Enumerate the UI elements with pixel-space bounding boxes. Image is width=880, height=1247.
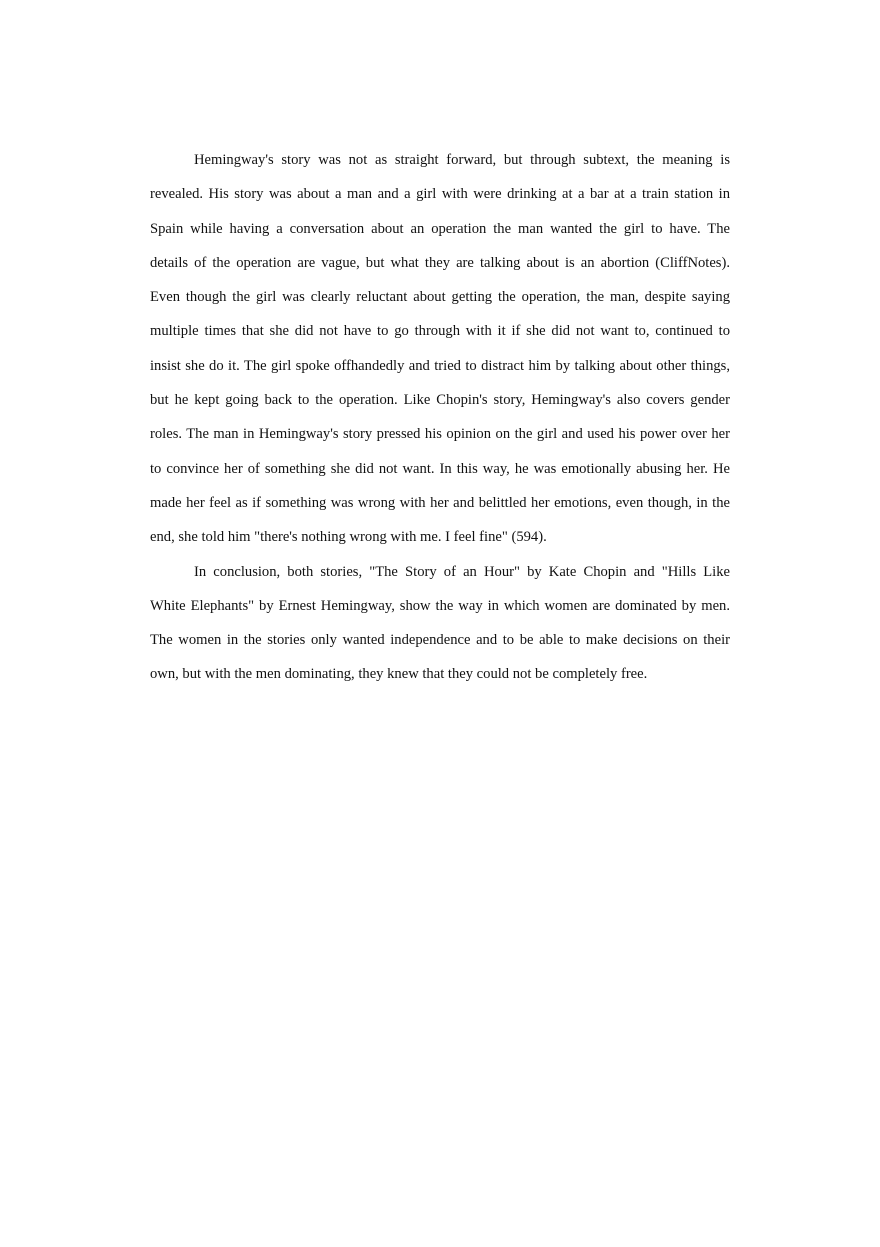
- text-line: Even though the girl was clearly reluctant about getting the operation, the man, despite saying: [150, 289, 730, 306]
- text-line: Spain while having a conversation about an operation the man wanted the girl to have. The: [150, 220, 730, 237]
- text-line: details of the operation are vague, but what they are talking about is an abortion (CliffNotes).: [150, 254, 730, 271]
- text-line: to convince her of something she did not want. In this way, he was emotionally abusing her. He: [150, 460, 730, 477]
- text-line: own, but with the men dominating, they knew that they could not be completely free.: [150, 666, 648, 683]
- text-line: roles. The man in Hemingway's story pressed his opinion on the girl and used his power over her: [150, 426, 730, 443]
- text-line: end, she told him "there's nothing wrong with me. I feel fine" (594).: [150, 529, 547, 546]
- text-line: In conclusion, both stories, "The Story of an Hour" by Kate Chopin and "Hills Like: [194, 563, 730, 580]
- text-line: Hemingway's story was not as straight forward, but through subtext, the meaning is: [194, 152, 730, 168]
- text-line: multiple times that she did not have to go through with it if she did not want to, continued to: [150, 323, 730, 340]
- text-line: revealed. His story was about a man and a girl with were drinking at a bar at a train station in: [150, 186, 730, 203]
- paragraph-hemingway: [150, 143, 730, 555]
- body-text: [150, 143, 730, 692]
- text-line: insist she do it. The girl spoke offhandedly and tried to distract him by talking about other things,: [150, 357, 730, 374]
- text-line: The women in the stories only wanted independence and to be able to make decisions on their: [150, 632, 730, 649]
- text-line: but he kept going back to the operation. Like Chopin's story, Hemingway's also covers gender: [150, 392, 730, 409]
- text-line: made her feel as if something was wrong with her and belittled her emotions, even though, in the: [150, 494, 730, 511]
- text-line: White Elephants" by Ernest Hemingway, show the way in which women are dominated by men.: [150, 597, 730, 614]
- paragraph-conclusion: [150, 555, 730, 692]
